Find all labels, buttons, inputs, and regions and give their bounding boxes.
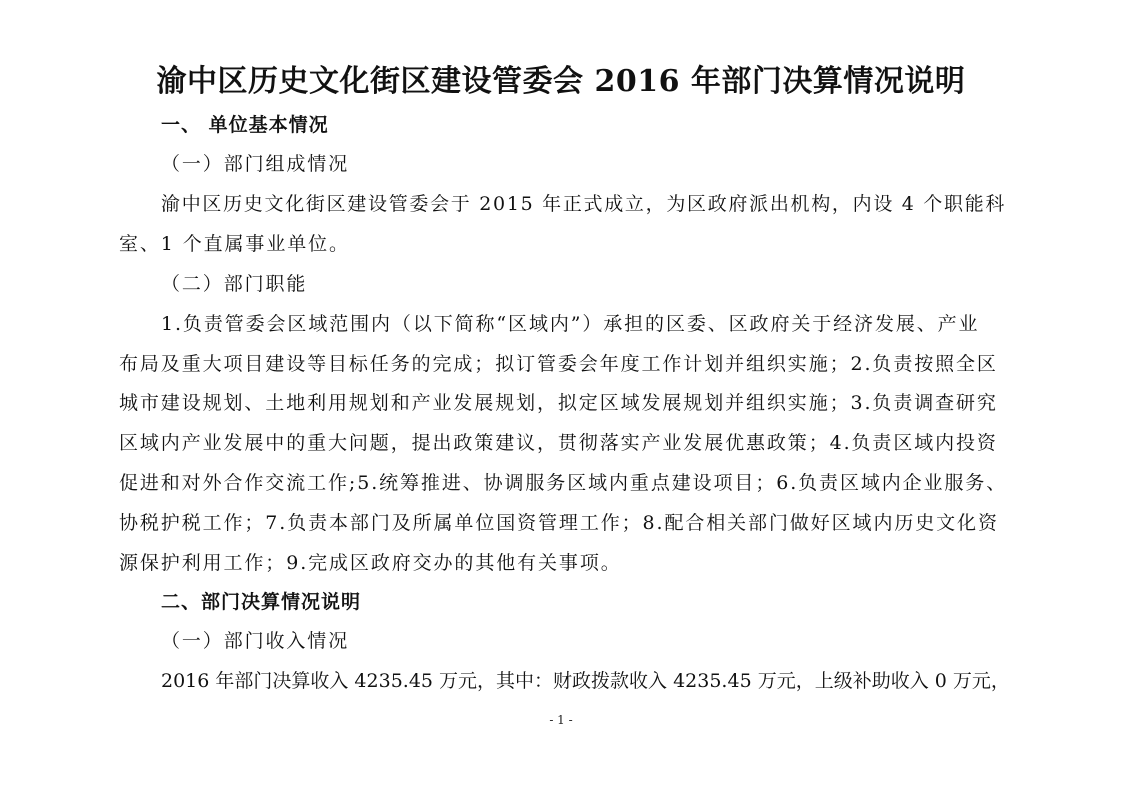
paragraph-line: 协税护税工作；7.负责本部门及所属单位国资管理工作；8.配合相关部门做好区域内历史文化资 [119,512,999,534]
paragraph-line: 室、1 个直属事业单位。 [119,233,350,255]
subsection-1-2-heading: （二）部门职能 [161,273,308,295]
section-2-heading: 二、部门决算情况说明 [161,591,362,613]
paragraph-line: 1.负责管委会区域范围内（以下简称“区域内”）承担的区委、区政府关于经济发展、产业 [161,313,980,335]
subsection-1-1-heading: （一）部门组成情况 [161,153,350,175]
paragraph-line: 渝中区历史文化街区建设管委会于 2015 年正式成立，为区政府派出机构，内设 4 个职能科 [161,193,1007,215]
section-1-heading: 一、 单位基本情况 [161,114,329,136]
subsection-2-1-heading: （一）部门收入情况 [161,630,350,652]
document-title: 渝中区历史文化街区建设管委会 2016 年部门决算情况说明 [156,64,966,99]
paragraph-line: 2016 年部门决算收入 4235.45 万元，其中：财政拨款收入 4235.45 万元，上级补助收入 0 万元， [161,670,1010,692]
paragraph-line: 城市建设规划、土地利用规划和产业发展规划，拟定区域发展规划并组织实施；3.负责调查研究 [119,392,998,414]
paragraph-line: 布局及重大项目建设等目标任务的完成；拟订管委会年度工作计划并组织实施；2.负责按照全区 [119,353,998,375]
paragraph-line: 区域内产业发展中的重大问题，提出政策建议，贯彻落实产业发展优惠政策；4.负责区域内投资 [119,432,998,454]
paragraph-line: 源保护利用工作；9.完成区政府交办的其他有关事项。 [119,552,622,574]
paragraph-line: 促进和对外合作交流工作;5.统筹推进、协调服务区域内重点建设项目；6.负责区域内企业服务、 [119,472,1008,494]
page-number: - 1 - [549,713,573,727]
